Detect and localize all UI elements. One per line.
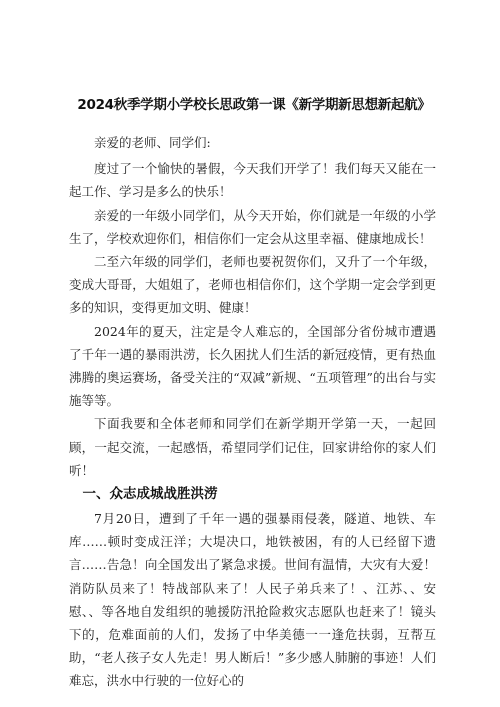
paragraph: 二至六年级的同学们，老师也要祝贺你们，又升了一个年级，变成大哥哥，大姐姐了，老师也相信你们，这个学期一定会学到更多的知识，变得更加文明、健康！: [69, 254, 436, 316]
paragraph: 度过了一个愉快的暑假，今天我们开学了！我们每天又能在一起工作、学习是多么的快乐！: [69, 161, 436, 200]
salutation: 亲爱的老师、同学们:: [94, 135, 211, 150]
document-body: [69, 131, 436, 693]
paragraph: 2024年的夏天，注定是令人难忘的，全国部分省份城市遭遇了千年一遇的暴雨洪涝，长久困扰人们生活的新冠疫情，更有热血沸腾的奥运赛场，备受关注的“双减”新规、“五项管理”的出台与实施等等。: [69, 323, 436, 409]
document-title: 2024秋季学期小学校长思政第一课《新学期新思想新起航》: [77, 97, 431, 113]
section-paragraph: 7月20日，遭到了千年一遇的强暴雨侵袭，隧道、地铁、车库……顿时变成汪洋；大堤决口，地铁被困，有的人已经留下遗言……告急！向全国发出了紧急求援。世间有温情，大灾有大爱！消防队员来了！特战部队来了！人民子弟兵来了！、江苏、、安慰、、等各地自发组织的驰援防汛抢险救灾志愿队也赶来了！镜头下的，危难面前的人们，发扬了中华美德一一逢危扶弱，互帮互助，“老人孩子女人先走！男人断后！”多少感人肺腑的事迹！人们难忘，洪水中行驶的一位好心的: [69, 511, 436, 689]
section-heading: 一、众志成城战胜洪涝: [82, 486, 218, 503]
paragraph: 下面我要和全体老师和同学们在新学期开学第一天，一起回顾，一起交流，一起感悟，希望同学们记住，回家讲给你的家人们听！: [69, 416, 436, 478]
paragraph: 亲爱的一年级小同学们，从今天开始，你们就是一年级的小学生了，学校欢迎你们，相信你们一定会从这里幸福、健康地成长！: [69, 207, 436, 246]
